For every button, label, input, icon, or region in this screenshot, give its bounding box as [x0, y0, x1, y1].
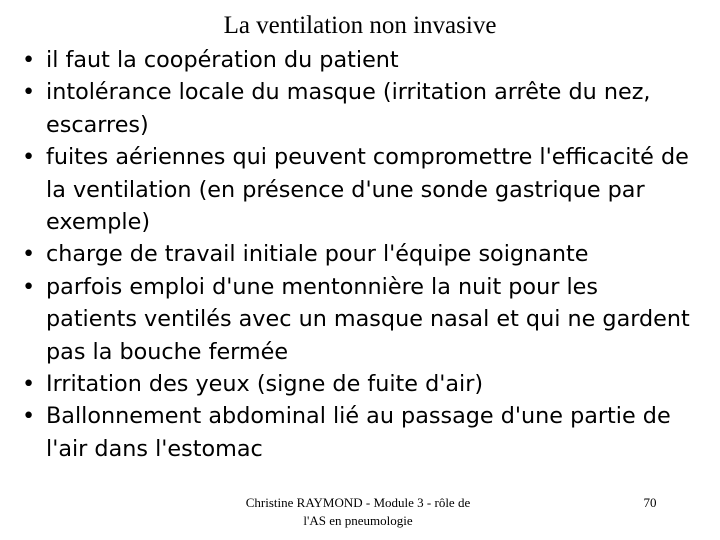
bullet-text: fuites aériennes qui peuvent compromettre l'efficacité de la ventilation (en présence d'une sonde gastrique par exemple) [46, 144, 689, 236]
bullet-item [22, 141, 694, 238]
bullet-dot-icon: • [22, 371, 36, 398]
bullet-item [22, 76, 694, 141]
bullet-text: charge de travail initiale pour l'équipe soignante [46, 241, 589, 268]
bullet-item [22, 400, 694, 465]
bullet-dot-icon: • [22, 241, 36, 268]
bullet-item [22, 44, 694, 76]
footer-author: Christine RAYMOND - Module 3 - rôle de l'AS en pneumologie [245, 495, 471, 528]
bullet-text: intolérance locale du masque (irritation arrête du nez, escarres) [46, 79, 651, 138]
bullet-dot-icon: • [22, 79, 36, 106]
bullet-item [22, 271, 694, 368]
bullet-text: il faut la coopération du patient [46, 47, 399, 73]
page-number: 70 [643, 495, 657, 510]
bullet-text: Ballonnement abdominal lié au passage d'une partie de l'air dans l'estomac [46, 403, 671, 462]
bullet-dot-icon: • [22, 273, 36, 300]
bullet-dot-icon: • [22, 47, 36, 73]
bullet-dot-icon: • [22, 144, 36, 171]
bullet-item [22, 368, 694, 400]
bullet-text: parfois emploi d'une mentonnière la nuit pour les patients ventilés avec un masque nasal et qui ne gardent pas la bouche fermée [46, 273, 690, 365]
slide-title: La ventilation non invasive [223, 12, 497, 39]
bullet-text: Irritation des yeux (signe de fuite d'air) [46, 371, 484, 398]
bullet-item [22, 238, 694, 270]
bullet-dot-icon: • [22, 403, 36, 430]
bullet-list [22, 44, 694, 465]
